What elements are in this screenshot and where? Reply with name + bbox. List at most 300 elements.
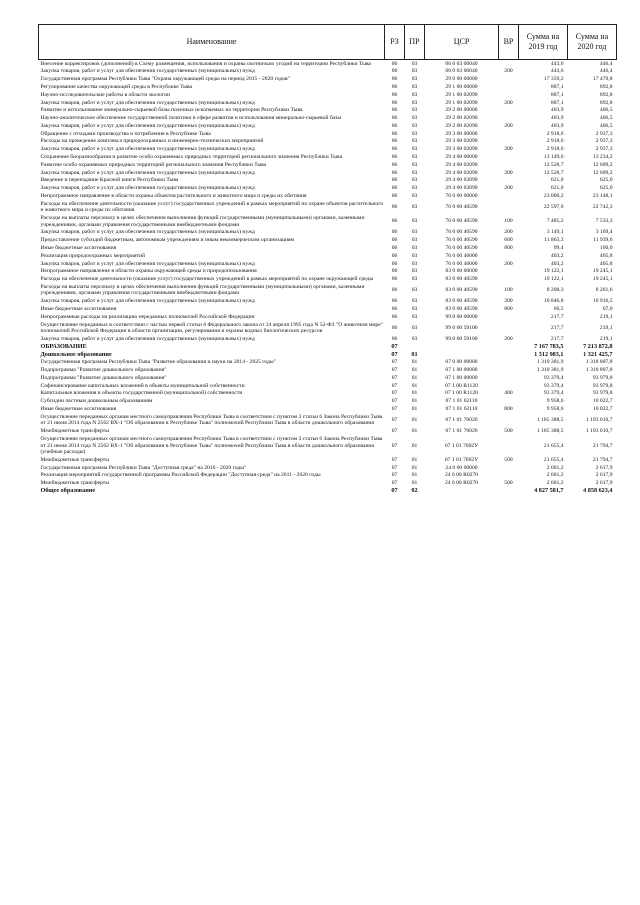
row-name: Развитие и использование минерально-сырьевой базы полезных ископаемых на территории Республики Тыва bbox=[40, 107, 303, 114]
row-name: Осуществление переданных органам местного самоуправления Республики Тыва в соответствии с пунктом 3 статьи 6 Закона Республики Тыва от 21 июня 2014 года N 2562 ВХ-1 "Об образовании в Республике Тыва" полномочий Республики Тыва в области дошкольного образования bbox=[40, 413, 383, 427]
row-vr bbox=[499, 351, 519, 359]
table-row bbox=[39, 359, 617, 367]
row-csr: 29 2 00 00000 bbox=[445, 107, 478, 114]
row-sum-2019: 1 185 388,5 bbox=[536, 417, 564, 424]
row-sum-2019: 22 597,0 bbox=[543, 203, 564, 210]
table-row bbox=[39, 122, 617, 130]
row-csr: 29 2 00 02090 bbox=[445, 122, 478, 129]
row-rz: 07 bbox=[391, 367, 398, 374]
row-rz: 07 bbox=[391, 350, 398, 358]
row-sum-2019: 9 958,6 bbox=[546, 398, 564, 405]
table-row bbox=[39, 107, 617, 115]
table-row bbox=[39, 91, 617, 99]
row-csr: 07 1 01 76020 bbox=[445, 428, 478, 435]
row-sum-2019: 3 149,1 bbox=[546, 229, 564, 236]
row-csr: 07 1 00 00000 bbox=[445, 374, 478, 381]
table-row bbox=[39, 298, 617, 306]
row-sum-2019: 19 122,1 bbox=[543, 268, 564, 275]
row-vr bbox=[499, 60, 519, 68]
row-vr bbox=[499, 192, 519, 200]
row-vr: 500 bbox=[504, 480, 513, 487]
row-rz: 07 bbox=[391, 480, 398, 487]
row-csr: 99 0 00 00000 bbox=[445, 313, 478, 320]
table-row bbox=[39, 99, 617, 107]
table-row bbox=[39, 313, 617, 321]
row-name: Закупка товаров, работ и услуг для обеспечения государственных (муниципальных) нужд bbox=[40, 185, 255, 192]
row-sum-2020: 405,8 bbox=[599, 252, 613, 259]
row-rz: 06 bbox=[391, 268, 398, 275]
row-csr: 29 4 00 00000 bbox=[445, 153, 478, 160]
row-csr: 29 3 00 02090 bbox=[445, 146, 478, 153]
row-rz: 06 bbox=[391, 169, 398, 176]
row-csr: 07 1 01 62110 bbox=[445, 398, 478, 405]
row-sum-2020: 1 318 807,8 bbox=[585, 359, 613, 366]
row-sum-2019: 217,7 bbox=[550, 324, 564, 331]
row-name: Иные бюджетные ассигнования bbox=[40, 406, 117, 412]
row-sum-2020: 219,1 bbox=[599, 313, 613, 320]
row-vr: 100 bbox=[504, 218, 513, 225]
row-rz: 06 bbox=[391, 60, 398, 67]
row-sum-2020: 4 858 623,4 bbox=[583, 487, 613, 495]
row-pr: 01 bbox=[411, 350, 418, 358]
budget-document bbox=[38, 24, 616, 495]
row-rz: 07 bbox=[391, 374, 398, 381]
row-name: Введение и переиздание Красной книги Республики Тыва bbox=[40, 177, 179, 184]
row-name: Межбюджетные трансферты bbox=[40, 480, 109, 487]
row-vr bbox=[499, 374, 519, 382]
row-vr bbox=[499, 321, 519, 335]
row-rz: 06 bbox=[391, 244, 398, 251]
row-csr: 29 2 00 02090 bbox=[445, 115, 478, 122]
table-row bbox=[39, 169, 617, 177]
row-sum-2020: 21 794,7 bbox=[592, 456, 613, 463]
row-sum-2019: 11 863,3 bbox=[544, 237, 564, 244]
row-sum-2020: 3 169,4 bbox=[595, 229, 613, 236]
row-sum-2019: 7 485,2 bbox=[546, 218, 564, 225]
table-row bbox=[39, 229, 617, 237]
table-row bbox=[39, 192, 617, 200]
row-sum-2020: 2 617,9 bbox=[595, 464, 613, 471]
row-pr: 03 bbox=[411, 107, 418, 114]
row-vr: 200 bbox=[504, 185, 513, 192]
table-row bbox=[39, 244, 617, 252]
header-sum-2020: Сумма на 2020 год bbox=[568, 25, 617, 60]
row-name: Расходы на выплаты персоналу в целях обеспечения выполнения функций государственными (муниципальными) органами, казенными учреждениями, органами управления государственными внебюджетными фондами bbox=[40, 283, 365, 297]
row-pr: 01 bbox=[411, 428, 418, 435]
row-sum-2019: 443,6 bbox=[550, 68, 564, 75]
row-vr bbox=[499, 359, 519, 367]
row-csr: 24 0 00 R0270 bbox=[444, 480, 479, 487]
row-sum-2020: 2 937,3 bbox=[595, 130, 613, 137]
row-sum-2019: 7 167 783,5 bbox=[534, 342, 564, 350]
row-sum-2019: 12 528,7 bbox=[543, 169, 564, 176]
row-pr: 03 bbox=[411, 313, 418, 320]
row-csr: 76 0 00 40590 bbox=[445, 203, 478, 210]
row-vr: 200 bbox=[504, 229, 513, 236]
row-name: Реализация мероприятий государственной программы Российской Федерации "Доступная среда" на 2011 - 2020 годы bbox=[40, 472, 321, 479]
row-rz: 06 bbox=[391, 203, 398, 210]
row-sum-2019: 66,5 bbox=[553, 306, 564, 313]
row-vr bbox=[499, 107, 519, 115]
table-body bbox=[39, 60, 617, 496]
row-sum-2019: 1 312 983,1 bbox=[534, 350, 564, 358]
row-pr: 02 bbox=[411, 487, 418, 495]
row-sum-2020: 406,5 bbox=[599, 107, 613, 114]
row-pr: 03 bbox=[411, 276, 418, 283]
row-csr: 07 1 01 76020 bbox=[445, 417, 478, 424]
row-pr: 03 bbox=[411, 146, 418, 153]
row-vr: 200 bbox=[504, 122, 513, 129]
row-rz: 06 bbox=[391, 298, 398, 305]
row-csr: 76 0 00 40590 bbox=[445, 218, 478, 225]
row-vr: 200 bbox=[504, 146, 513, 153]
row-vr bbox=[499, 76, 519, 84]
row-pr: 03 bbox=[411, 122, 418, 129]
table-row bbox=[39, 367, 617, 375]
row-pr: 03 bbox=[411, 324, 418, 331]
row-rz: 07 bbox=[391, 456, 398, 463]
row-vr: 200 bbox=[504, 335, 513, 342]
row-name: Предоставление субсидий бюджетным, автономным учреждениям и иным некоммерческим организациям bbox=[40, 237, 295, 244]
row-name: Государственная программа Республики Тыва "Доступная среда" на 2016 - 2020 годы" bbox=[40, 464, 247, 471]
row-sum-2020: 7 213 872,8 bbox=[583, 342, 613, 350]
row-pr: 01 bbox=[411, 464, 418, 471]
table-row bbox=[39, 398, 617, 406]
row-sum-2019: 403,9 bbox=[550, 115, 564, 122]
row-csr: 06 0 03 06040 bbox=[445, 68, 478, 75]
row-sum-2019: 19 122,1 bbox=[543, 276, 564, 283]
row-rz: 06 bbox=[391, 146, 398, 153]
row-sum-2020: 219,1 bbox=[599, 335, 613, 342]
table-row bbox=[39, 335, 617, 343]
table-row bbox=[39, 374, 617, 382]
row-name: Регулирование качества окружающей среды в Республике Тыва bbox=[40, 83, 193, 90]
row-csr: 29 4 00 03090 bbox=[445, 177, 478, 184]
row-sum-2020: 2 617,9 bbox=[595, 480, 613, 487]
row-vr bbox=[499, 398, 519, 406]
row-name: Общее образование bbox=[40, 487, 96, 495]
row-csr: 76 0 00 40590 bbox=[445, 229, 478, 236]
row-name: ОБРАЗОВАНИЕ bbox=[40, 342, 87, 350]
table-row bbox=[39, 351, 617, 359]
row-name: Расходы на выплаты персоналу в целях обеспечения выполнения функций государственными (муниципальными) органами, казенными учреждениями, органами управления государственными внебюджетными фондами bbox=[40, 215, 365, 228]
row-sum-2019: 887,1 bbox=[550, 83, 564, 90]
row-csr: 29 4 00 03090 bbox=[445, 185, 478, 192]
row-pr: 03 bbox=[411, 185, 418, 192]
row-name: Подпрограмма "Развитие дошкольного образования" bbox=[40, 374, 167, 381]
table-row bbox=[39, 487, 617, 495]
row-sum-2019: 93 379,4 bbox=[543, 390, 564, 397]
row-rz: 06 bbox=[391, 276, 398, 283]
row-sum-2019: 1 185 388,5 bbox=[536, 428, 564, 435]
row-name: Межбюджетные трансферты bbox=[40, 456, 109, 463]
row-vr bbox=[499, 276, 519, 284]
table-row bbox=[39, 146, 617, 154]
row-pr: 03 bbox=[411, 229, 418, 236]
row-sum-2020: 8 261,6 bbox=[595, 287, 613, 294]
row-csr: 29 0 00 00000 bbox=[445, 76, 478, 83]
row-csr: 29 1 00 02090 bbox=[445, 91, 478, 98]
row-vr bbox=[499, 487, 519, 495]
row-vr bbox=[499, 91, 519, 99]
table-row bbox=[39, 153, 617, 161]
row-rz: 06 bbox=[391, 252, 398, 259]
row-sum-2019: 12 528,7 bbox=[543, 161, 564, 168]
row-pr: 03 bbox=[411, 244, 418, 251]
row-csr: 83 0 00 40590 bbox=[445, 287, 478, 294]
row-sum-2019: 17 359,2 bbox=[543, 76, 564, 83]
row-csr bbox=[425, 343, 499, 351]
row-rz: 06 bbox=[391, 229, 398, 236]
row-sum-2019: 403,2 bbox=[550, 252, 564, 259]
row-csr: 29 4 00 02090 bbox=[445, 169, 478, 176]
row-pr: 01 bbox=[411, 456, 418, 463]
header-pr: ПР bbox=[405, 25, 425, 60]
row-rz: 06 bbox=[391, 324, 398, 331]
row-rz: 06 bbox=[391, 91, 398, 98]
row-sum-2020: 1 321 425,7 bbox=[583, 350, 613, 358]
row-sum-2019: 217,7 bbox=[550, 313, 564, 320]
row-pr: 01 bbox=[411, 374, 418, 381]
table-row bbox=[39, 382, 617, 390]
row-csr: 76 0 00 46000 bbox=[445, 260, 478, 267]
row-rz: 07 bbox=[391, 472, 398, 479]
row-sum-2019: 4 827 581,7 bbox=[534, 487, 564, 495]
header-rz: РЗ bbox=[385, 25, 405, 60]
row-sum-2020: 10 022,7 bbox=[592, 398, 613, 405]
row-vr bbox=[499, 464, 519, 472]
row-csr: 83 0 00 40590 bbox=[445, 306, 478, 313]
table-row bbox=[39, 390, 617, 398]
row-sum-2019: 10 846,8 bbox=[543, 298, 564, 305]
row-pr: 01 bbox=[411, 359, 418, 366]
row-pr: 01 bbox=[411, 406, 418, 412]
row-pr: 03 bbox=[411, 192, 418, 199]
row-name: Закупка товаров, работ и услуг для обеспечения государственных (муниципальных) нужд bbox=[40, 68, 255, 75]
row-name: Сохранение биоразнообразия и развитие особо охраняемых природных территорий регионального значения Республики Тыва bbox=[40, 153, 343, 160]
row-vr: 200 bbox=[504, 68, 513, 75]
row-name: Закупка товаров, работ и услуг для обеспечения государственных (муниципальных) нужд bbox=[40, 260, 255, 267]
header-sum-2019: Сумма на 2019 год bbox=[519, 25, 568, 60]
row-csr: 07 1 00 00000 bbox=[445, 367, 478, 374]
table-row bbox=[39, 200, 617, 214]
row-sum-2019: 21 655,4 bbox=[543, 456, 564, 463]
row-vr bbox=[499, 413, 519, 427]
row-pr: 03 bbox=[411, 218, 418, 225]
row-sum-2020: 93 979,8 bbox=[592, 382, 613, 389]
row-csr: 83 0 00 00000 bbox=[445, 268, 478, 275]
row-vr: 200 bbox=[504, 169, 513, 176]
row-sum-2019: 2 918,6 bbox=[546, 130, 564, 137]
row-pr: 01 bbox=[411, 398, 418, 405]
row-name: Закупка товаров, работ и услуг для обеспечения государственных (муниципальных) нужд bbox=[40, 146, 255, 153]
row-sum-2020: 446,4 bbox=[599, 68, 613, 75]
row-sum-2019: 403,9 bbox=[550, 122, 564, 129]
row-vr: 600 bbox=[504, 237, 513, 244]
row-sum-2020: 67,0 bbox=[602, 306, 613, 313]
table-row bbox=[39, 321, 617, 335]
row-name: Непрограммные расходы на реализацию переданных полномочий Российской Федерации bbox=[40, 313, 255, 320]
row-name: Закупка товаров, работ и услуг для обеспечения государственных (муниципальных) нужд bbox=[40, 298, 255, 305]
row-csr: 29 3 00 00000 bbox=[445, 130, 478, 137]
row-pr: 03 bbox=[411, 130, 418, 137]
row-rz: 07 bbox=[391, 442, 398, 449]
row-rz: 06 bbox=[391, 287, 398, 294]
row-sum-2019: 887,1 bbox=[550, 91, 564, 98]
row-pr: 03 bbox=[411, 138, 418, 145]
row-sum-2020: 892,8 bbox=[599, 91, 613, 98]
table-row bbox=[39, 276, 617, 284]
row-rz: 06 bbox=[391, 237, 398, 244]
row-sum-2020: 17 470,8 bbox=[592, 76, 613, 83]
row-pr: 03 bbox=[411, 298, 418, 305]
row-vr bbox=[499, 472, 519, 480]
row-sum-2019: 93 379,4 bbox=[543, 374, 564, 381]
row-sum-2019: 2 918,6 bbox=[546, 138, 564, 145]
row-rz: 06 bbox=[391, 153, 398, 160]
row-sum-2020: 625,0 bbox=[599, 185, 613, 192]
row-sum-2019: 9 958,6 bbox=[546, 406, 564, 412]
row-rz: 06 bbox=[391, 306, 398, 313]
row-name: Расходы на обеспечение деятельности (оказание услуг) государственных учреждений в рамках мероприятий по охране объектов растительного и животного мира и среды их обитания bbox=[40, 200, 384, 214]
row-vr bbox=[499, 435, 519, 456]
row-csr: 29 4 00 02090 bbox=[445, 161, 478, 168]
row-csr: 24 0 00 R0270 bbox=[444, 472, 479, 479]
table-row bbox=[39, 456, 617, 464]
row-csr: 83 0 00 40590 bbox=[445, 276, 478, 283]
row-sum-2019: 403,2 bbox=[550, 260, 564, 267]
table-row bbox=[39, 428, 617, 436]
row-rz: 06 bbox=[391, 313, 398, 320]
row-pr: 01 bbox=[411, 417, 418, 424]
row-rz: 07 bbox=[391, 390, 398, 397]
row-csr: 07 1 01 62110 bbox=[445, 406, 478, 412]
row-sum-2020: 1 193 010,7 bbox=[585, 417, 613, 424]
row-rz: 07 bbox=[391, 428, 398, 435]
row-rz: 07 bbox=[391, 464, 398, 471]
table-row bbox=[39, 138, 617, 146]
row-vr bbox=[499, 252, 519, 260]
row-name: Непрограммное направление в области охраны окружающей среды и природопользования bbox=[40, 268, 257, 275]
table-row bbox=[39, 114, 617, 122]
row-rz: 07 bbox=[391, 342, 398, 350]
row-sum-2020: 12 609,2 bbox=[592, 169, 613, 176]
row-pr: 03 bbox=[411, 91, 418, 98]
row-sum-2020: 446,4 bbox=[599, 60, 613, 67]
table-row bbox=[39, 472, 617, 480]
row-sum-2019: 1 310 381,9 bbox=[536, 359, 564, 366]
row-sum-2019: 93 379,4 bbox=[543, 382, 564, 389]
row-name: Осуществление переданных в соответствии с частью первой статьи 6 Федерального закона от 24 апреля 1995 года N 52-ФЗ "О животном мире" полномочий Российской Федерации в области организации, регулирования и охраны водных биологических ресурсов bbox=[40, 321, 383, 335]
row-csr: 76 0 00 40590 bbox=[445, 244, 478, 251]
row-sum-2019: 21 655,4 bbox=[543, 442, 564, 449]
row-sum-2020: 2 937,3 bbox=[595, 138, 613, 145]
table-row bbox=[39, 480, 617, 488]
table-row bbox=[39, 177, 617, 185]
row-rz: 06 bbox=[391, 99, 398, 106]
row-vr: 400 bbox=[504, 390, 513, 397]
row-pr: 03 bbox=[411, 161, 418, 168]
row-csr: 07 1 01 7602У bbox=[444, 442, 479, 449]
row-vr: 500 bbox=[504, 428, 513, 435]
row-name: Закупка товаров, работ и услуг для обеспечения государственных (муниципальных) нужд bbox=[40, 169, 255, 176]
budget-table bbox=[38, 24, 617, 495]
row-pr: 03 bbox=[411, 99, 418, 106]
row-pr: 03 bbox=[411, 260, 418, 267]
row-name: Расходы на проведение комплекса природоохранных и инженерно-технических мероприятий bbox=[40, 138, 264, 145]
row-csr: 99 0 00 59100 bbox=[445, 324, 478, 331]
row-rz: 06 bbox=[391, 335, 398, 342]
table-row bbox=[39, 413, 617, 427]
table-row bbox=[39, 83, 617, 91]
row-pr: 03 bbox=[411, 83, 418, 90]
row-pr: 01 bbox=[411, 382, 418, 389]
row-name: Государственная программа Республики Тыва "Охрана окружающей среды на период 2015 - 2020 годов" bbox=[40, 76, 290, 83]
row-vr bbox=[499, 153, 519, 161]
row-csr bbox=[425, 487, 499, 495]
row-rz: 07 bbox=[391, 398, 398, 405]
row-rz: 06 bbox=[391, 122, 398, 129]
row-vr bbox=[499, 130, 519, 138]
table-row bbox=[39, 68, 617, 76]
table-row bbox=[39, 268, 617, 276]
row-csr: 06 0 03 06040 bbox=[445, 60, 478, 67]
table-row bbox=[39, 76, 617, 84]
row-sum-2020: 19 245,1 bbox=[592, 268, 613, 275]
header-name: Наименование bbox=[39, 25, 385, 60]
row-rz: 06 bbox=[391, 76, 398, 83]
row-csr: 99 0 00 59100 bbox=[445, 335, 478, 342]
row-name: Непрограммное направление в области охраны объектов растительного и животного мира и среды их обитания bbox=[40, 192, 307, 199]
row-rz: 06 bbox=[391, 161, 398, 168]
row-sum-2020: 406,5 bbox=[599, 122, 613, 129]
row-csr: 76 0 00 46000 bbox=[445, 252, 478, 259]
row-rz: 06 bbox=[391, 68, 398, 75]
row-pr: 03 bbox=[411, 335, 418, 342]
row-rz: 06 bbox=[391, 177, 398, 184]
row-rz: 06 bbox=[391, 130, 398, 137]
row-csr: 29 1 00 02090 bbox=[445, 99, 478, 106]
row-vr bbox=[499, 313, 519, 321]
row-rz: 06 bbox=[391, 138, 398, 145]
table-row bbox=[39, 185, 617, 193]
row-sum-2020: 93 979,8 bbox=[592, 374, 613, 381]
table-row bbox=[39, 405, 617, 413]
row-sum-2019: 2 601,2 bbox=[546, 480, 564, 487]
row-sum-2019: 2 601,2 bbox=[546, 472, 564, 479]
table-row bbox=[39, 435, 617, 456]
row-sum-2020: 1 318 807,8 bbox=[585, 367, 613, 374]
row-sum-2020: 23 148,1 bbox=[592, 192, 613, 199]
table-row bbox=[39, 214, 617, 228]
row-pr: 03 bbox=[411, 153, 418, 160]
row-csr: 07 1 00 R1120 bbox=[445, 390, 478, 397]
row-pr: 01 bbox=[411, 480, 418, 487]
table-row bbox=[39, 305, 617, 313]
table-row bbox=[39, 161, 617, 169]
row-name: Научно-аналитическое обеспечение государственной политики в сфере развития и использования минерально-сырьевой базы bbox=[40, 115, 342, 122]
row-pr: 01 bbox=[411, 442, 418, 449]
row-sum-2020: 405,8 bbox=[599, 260, 613, 267]
row-vr bbox=[499, 268, 519, 276]
row-name: Дошкольное образование bbox=[40, 350, 112, 358]
row-sum-2019: 1 310 381,9 bbox=[536, 367, 564, 374]
row-vr: 800 bbox=[504, 306, 513, 313]
row-vr: 200 bbox=[504, 298, 513, 305]
row-rz: 07 bbox=[391, 406, 398, 412]
row-sum-2019: 8 208,3 bbox=[546, 287, 564, 294]
row-vr bbox=[499, 114, 519, 122]
